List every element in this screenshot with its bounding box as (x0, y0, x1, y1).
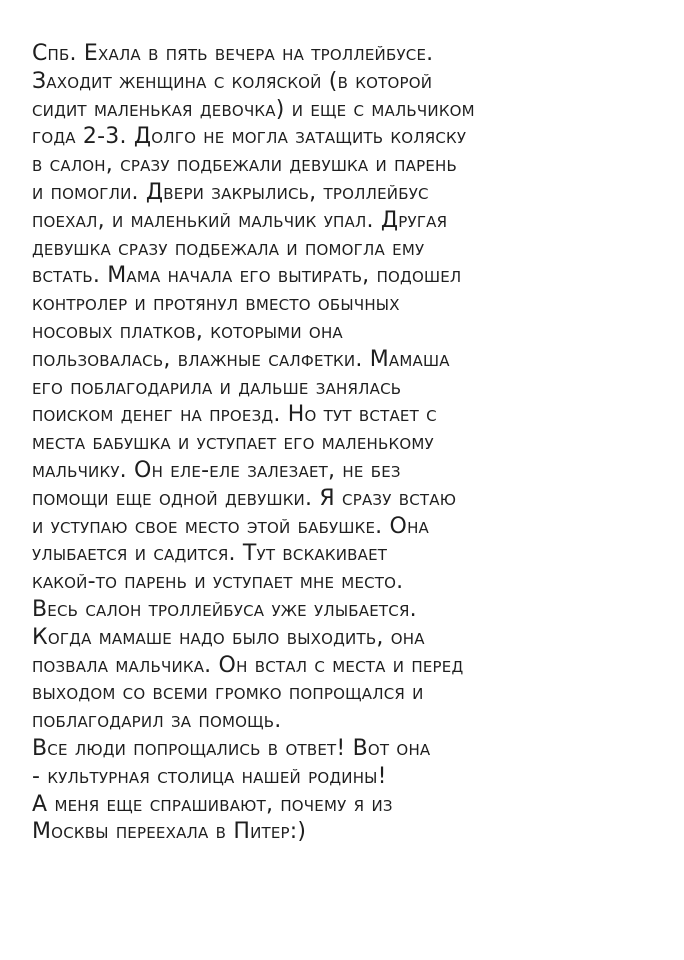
story-text (32, 40, 672, 846)
story-line: сидит маленькая девочка) и еще с мальчиком (32, 96, 475, 122)
story-line: встать. Мама начала его вытирать, подошел (32, 263, 462, 289)
story-line: помощи еще одной девушки. Я сразу встаю (32, 485, 457, 511)
story-line: поехал, и маленький мальчик упал. Другая (32, 207, 448, 233)
story-line: - культурная столица нашей родины! (32, 763, 387, 789)
story-line: пользовалась, влажные салфетки. Мамаша (32, 346, 450, 372)
story-line: поблагодарил за помощь. (32, 708, 282, 734)
story-line: Спб. Ехала в пять вечера на троллейбусе. (32, 41, 434, 66)
story-line: его поблагодарила и дальше занялась (32, 374, 402, 400)
story-line: и уступаю свое место этой бабушке. Она (32, 513, 430, 539)
story-line: девушка сразу подбежала и помогла ему (32, 235, 425, 261)
story-line: года 2-3. Долго не могла затащить коляску (32, 124, 467, 150)
story-line: носовых платков, которыми она (32, 318, 343, 344)
story-line: поиском денег на проезд. Но тут встает с (32, 402, 437, 428)
story-line: А меня еще спрашивают, почему я из (32, 791, 393, 817)
story-line: контролер и протянул вместо обычных (32, 291, 400, 317)
story-line: улыбается и садится. Тут вскакивает (32, 541, 388, 567)
story-line: Когда мамаше надо было выходить, она (32, 624, 425, 650)
story-line: какой-то парень и уступает мне место. (32, 569, 404, 595)
story-line: выходом со всеми громко попрощался и (32, 680, 424, 706)
story-line: мальчику. Он еле-еле залезает, не без (32, 457, 401, 483)
story-line: Весь салон троллейбуса уже улыбается. (32, 596, 417, 622)
story-line: позвала мальчика. Он встал с места и перед (32, 652, 464, 678)
story-line: места бабушка и уступает его маленькому (32, 430, 434, 456)
story-line: Заходит женщина с коляской (в которой (32, 68, 433, 94)
story-line: и помогли. Двери закрылись, троллейбус (32, 179, 429, 205)
story-line: в салон, сразу подбежали девушка и парень (32, 152, 458, 178)
story-line: Все люди попрощались в ответ! Вот она (32, 735, 431, 761)
story-line: Москвы переехала в Питер:) (32, 819, 307, 845)
